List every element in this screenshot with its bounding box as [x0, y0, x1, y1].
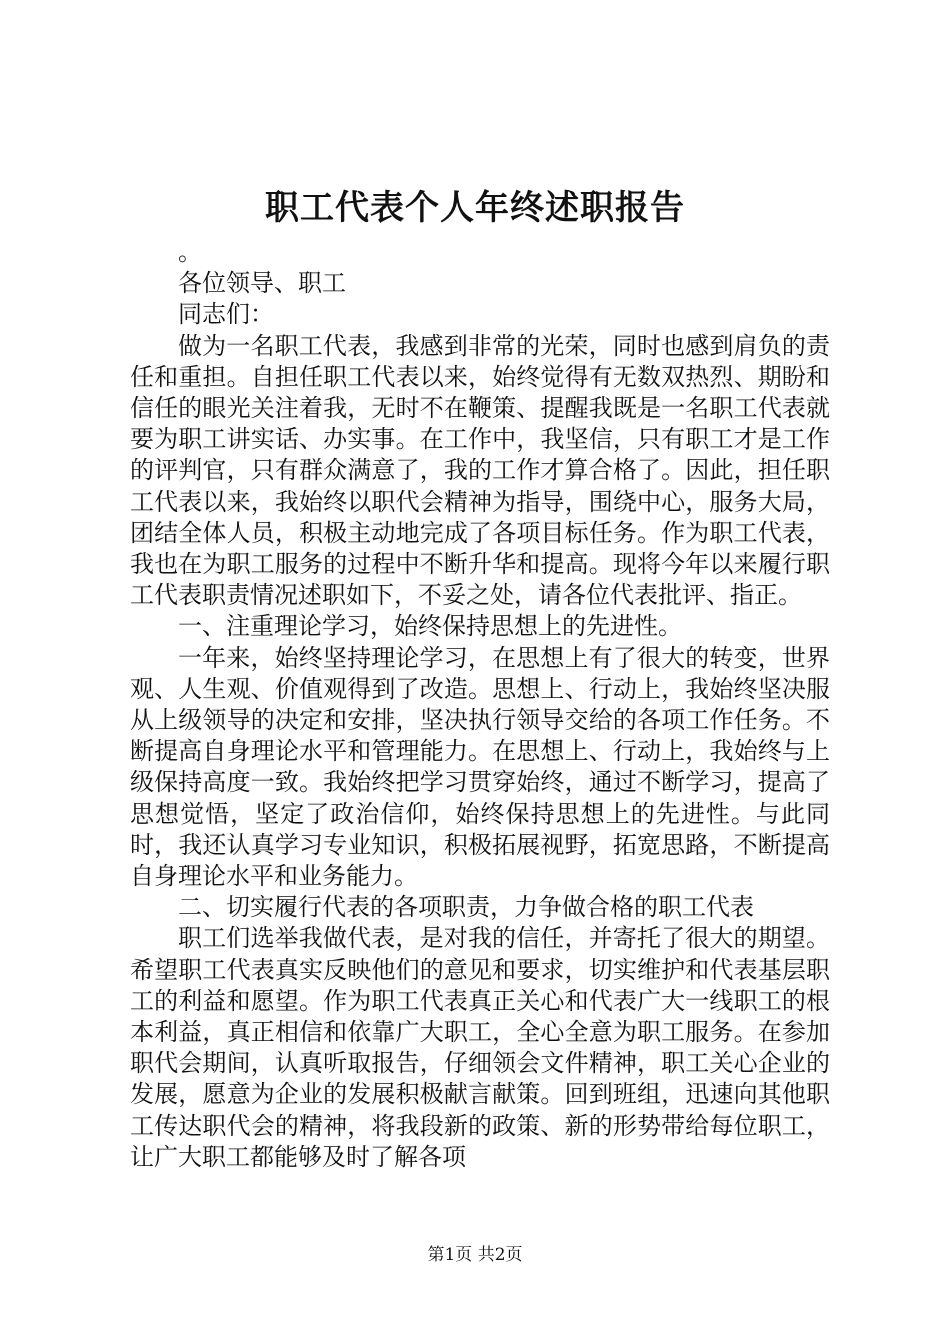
page-number-footer: 第1页 共2页 — [427, 1245, 523, 1265]
section-heading-1: 一、注重理论学习，始终保持思想上的先进性。 — [178, 612, 682, 641]
paragraph-mark: 。 — [178, 238, 202, 266]
body-paragraph: 一年来，始终坚持理论学习，在思想上有了很大的转变，世界观、人生观、价值观得到了改造。思想上、行动上，我始终坚决服从上级领导的决定和安排，坚决执行领导交给的各项工作任务。不断提高自身理论水平和管理能力。在思想上、行动上，我始终与上级保持高度一致。我始终把学习贯穿始终，通过不断学习，提高了思想觉悟，坚定了政治信仰，始终保持思想上的先进性。与此同时，我还认真学习专业知识，积极拓展视野，拓宽思路，不断提高自身理论水平和业务能力。 — [130, 643, 830, 891]
salutation-line-1: 各位领导、职工 — [178, 269, 346, 298]
document-body — [130, 237, 830, 1173]
salutation-line-2: 同志们： — [178, 300, 274, 329]
body-paragraph: 职工们选举我做代表，是对我的信任，并寄托了很大的期望。希望职工代表真实反映他们的意见和要求，切实维护和代表基层职工的利益和愿望。作为职工代表真正关心和代表广大一线职工的根本利益，真正相信和依靠广大职工，全心全意为职工服务。在参加职代会期间，认真听取报告，仔细领会文件精神，职工关心企业的发展，愿意为企业的发展积极献言献策。回到班组，迅速向其他职工传达职代会的精神，将我段新的政策、新的形势带给每位职工，让广大职工都能够及时了解各项 — [130, 924, 830, 1171]
section-heading-2: 二、切实履行代表的各项职责，力争做合格的职工代表 — [178, 893, 754, 922]
body-paragraph: 做为一名职工代表，我感到非常的光荣，同时也感到肩负的责任和重担。自担任职工代表以来，始终觉得有无数双热烈、期盼和信任的眼光关注着我，无时不在鞭策、提醒我既是一名职工代表就要为职工讲实话、办实事。在工作中，我坚信，只有职工才是工作的评判官，只有群众满意了，我的工作才算合格了。因此，担任职工代表以来，我始终以职代会精神为指导，围绕中心，服务大局，团结全体人员，积极主动地完成了各项目标任务。作为职工代表，我也在为职工服务的过程中不断升华和提高。现将今年以来履行职工代表职责情况述职如下，不妥之处，请各位代表批评、指正。 — [130, 331, 830, 610]
document-title: 职工代表个人年终述职报告 — [265, 188, 685, 228]
